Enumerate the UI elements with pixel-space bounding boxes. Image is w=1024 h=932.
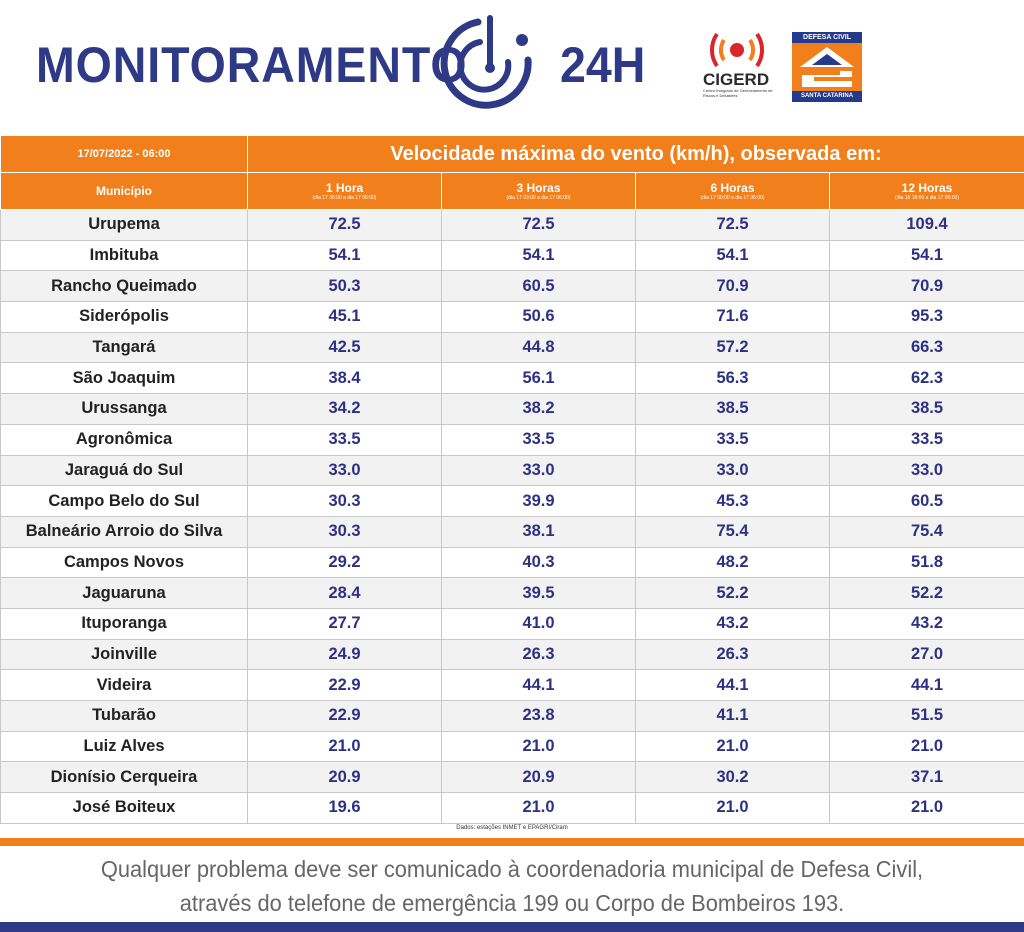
wind-value: 44.1 xyxy=(830,670,1024,701)
wind-value: 33.0 xyxy=(830,455,1024,486)
cigerd-subtitle: Centro Integrado de Gerenciamento de Riscos e Desastres xyxy=(703,88,773,98)
table-row xyxy=(1,670,1024,701)
municipio-name: Videira xyxy=(1,670,248,701)
municipio-name: Balneário Arroio do Silva xyxy=(1,516,248,547)
wind-value: 28.4 xyxy=(248,578,442,609)
defesa-bottom-label: SANTA CATARINA xyxy=(792,91,862,102)
wind-value: 21.0 xyxy=(442,731,636,762)
defesa-emblem-icon xyxy=(792,43,862,91)
municipio-name: Campo Belo do Sul xyxy=(1,486,248,517)
wind-value: 21.0 xyxy=(248,731,442,762)
col-header-12h xyxy=(830,173,1024,210)
wind-value: 50.3 xyxy=(248,271,442,302)
wind-value: 43.2 xyxy=(636,608,830,639)
wind-value: 38.5 xyxy=(830,394,1024,425)
col-sublabel: (dia 17 00:00 a dia 17 06:00) xyxy=(700,194,765,201)
municipio-name: São Joaquim xyxy=(1,363,248,394)
wind-value: 33.0 xyxy=(636,455,830,486)
wind-value: 29.2 xyxy=(248,547,442,578)
wind-value: 38.4 xyxy=(248,363,442,394)
wind-value: 54.1 xyxy=(442,240,636,271)
table-header-columns xyxy=(1,173,1024,210)
table-row xyxy=(1,516,1024,547)
table-row xyxy=(1,363,1024,394)
table-header-top xyxy=(1,136,1024,173)
table-row xyxy=(1,424,1024,455)
wind-value: 33.5 xyxy=(248,424,442,455)
table-row xyxy=(1,793,1024,824)
col-header-1h xyxy=(248,173,442,210)
wind-value: 19.6 xyxy=(248,793,442,824)
col-sublabel: (dia 16 18:00 a dia 17 06:00) xyxy=(895,194,959,201)
wind-value: 20.9 xyxy=(442,762,636,793)
wind-value: 109.4 xyxy=(830,210,1024,241)
wind-value: 20.9 xyxy=(248,762,442,793)
municipio-name: Luiz Alves xyxy=(1,731,248,762)
wind-value: 54.1 xyxy=(248,240,442,271)
wind-value: 33.5 xyxy=(442,424,636,455)
table-row xyxy=(1,486,1024,517)
table-row xyxy=(1,271,1024,302)
wind-value: 56.3 xyxy=(636,363,830,394)
municipio-name: Urupema xyxy=(1,210,248,241)
table-row xyxy=(1,578,1024,609)
wind-value: 54.1 xyxy=(830,240,1024,271)
wind-value: 24.9 xyxy=(248,639,442,670)
wind-value: 70.9 xyxy=(636,271,830,302)
footer-notice xyxy=(26,852,999,920)
municipio-name: Campos Novos xyxy=(1,547,248,578)
table-row xyxy=(1,210,1024,241)
col-label: 1 Hora xyxy=(325,180,364,195)
municipio-header: Município xyxy=(1,173,248,210)
table-row xyxy=(1,608,1024,639)
table-row xyxy=(1,455,1024,486)
report-date: 17/07/2022 - 06:00 xyxy=(1,136,248,173)
data-source: Dados: estações INMET e EPAGRI/Ciram xyxy=(456,825,568,831)
municipio-name: Rancho Queimado xyxy=(1,271,248,302)
wind-value: 33.5 xyxy=(830,424,1024,455)
wind-value: 44.8 xyxy=(442,332,636,363)
wind-value: 40.3 xyxy=(442,547,636,578)
wind-value: 34.2 xyxy=(248,394,442,425)
municipio-name: Jaraguá do Sul xyxy=(1,455,248,486)
wind-value: 30.3 xyxy=(248,516,442,547)
wind-value: 22.9 xyxy=(248,701,442,732)
municipio-name: Joinville xyxy=(1,639,248,670)
wind-value: 56.1 xyxy=(442,363,636,394)
col-header-3h xyxy=(442,173,636,210)
header xyxy=(0,0,1024,135)
table-row xyxy=(1,394,1024,425)
cigerd-name: CIGERD xyxy=(703,70,770,89)
footer-line-1: Qualquer problema deve ser comunicado à coordenadoria municipal de Defesa Civil, xyxy=(100,856,924,882)
bottom-bar xyxy=(0,922,1024,932)
table-row xyxy=(1,639,1024,670)
col-header-6h xyxy=(636,173,830,210)
monitor-logo-icon xyxy=(440,10,540,115)
wind-value: 21.0 xyxy=(442,793,636,824)
wind-value: 43.2 xyxy=(830,608,1024,639)
wind-value: 75.4 xyxy=(830,516,1024,547)
wind-value: 51.8 xyxy=(830,547,1024,578)
wind-value: 45.1 xyxy=(248,302,442,333)
wind-value: 48.2 xyxy=(636,547,830,578)
wind-value: 60.5 xyxy=(442,271,636,302)
wind-value: 21.0 xyxy=(636,793,830,824)
municipio-name: Agronômica xyxy=(1,424,248,455)
wind-value: 30.3 xyxy=(248,486,442,517)
wind-value: 72.5 xyxy=(636,210,830,241)
page-title: MONITORAMENTO xyxy=(36,37,468,93)
wind-value: 95.3 xyxy=(830,302,1024,333)
wind-value: 37.1 xyxy=(830,762,1024,793)
wind-value: 33.5 xyxy=(636,424,830,455)
wind-value: 42.5 xyxy=(248,332,442,363)
wind-value: 33.0 xyxy=(248,455,442,486)
col-sublabel: (dia 17 05:00 a dia 17 06:00) xyxy=(312,194,377,201)
wind-value: 26.3 xyxy=(442,639,636,670)
col-label: 12 Horas xyxy=(901,180,953,195)
footer-line-2: através do telefone de emergência 199 ou Corpo de Bombeiros 193. xyxy=(179,890,845,916)
wind-value: 30.2 xyxy=(636,762,830,793)
municipio-name: Ituporanga xyxy=(1,608,248,639)
wind-value: 38.5 xyxy=(636,394,830,425)
municipio-name: Dionísio Cerqueira xyxy=(1,762,248,793)
municipio-name: Tangará xyxy=(1,332,248,363)
wind-value: 75.4 xyxy=(636,516,830,547)
table-row xyxy=(1,762,1024,793)
wind-value: 60.5 xyxy=(830,486,1024,517)
table-row xyxy=(1,240,1024,271)
wind-table xyxy=(0,135,1024,824)
wind-value: 52.2 xyxy=(636,578,830,609)
wind-value: 44.1 xyxy=(442,670,636,701)
wind-value: 21.0 xyxy=(830,793,1024,824)
wind-value: 45.3 xyxy=(636,486,830,517)
wind-value: 22.9 xyxy=(248,670,442,701)
wind-value: 71.6 xyxy=(636,302,830,333)
wind-value: 33.0 xyxy=(442,455,636,486)
municipio-name: Jaguaruna xyxy=(1,578,248,609)
wind-value: 57.2 xyxy=(636,332,830,363)
wind-value: 39.5 xyxy=(442,578,636,609)
wind-value: 72.5 xyxy=(248,210,442,241)
municipio-name: José Boiteux xyxy=(1,793,248,824)
municipio-name: Tubarão xyxy=(1,701,248,732)
wind-value: 66.3 xyxy=(830,332,1024,363)
wind-value: 51.5 xyxy=(830,701,1024,732)
divider-orange xyxy=(0,838,1024,846)
wind-value: 23.8 xyxy=(442,701,636,732)
wind-value: 72.5 xyxy=(442,210,636,241)
wind-value: 70.9 xyxy=(830,271,1024,302)
municipio-name: Siderópolis xyxy=(1,302,248,333)
wind-value: 50.6 xyxy=(442,302,636,333)
defesa-top-label: DEFESA CIVIL xyxy=(792,32,862,43)
title-suffix: 24H xyxy=(560,37,646,93)
wind-value: 41.0 xyxy=(442,608,636,639)
table-row xyxy=(1,547,1024,578)
table-row xyxy=(1,731,1024,762)
wind-value: 26.3 xyxy=(636,639,830,670)
col-label: 6 Horas xyxy=(710,180,755,195)
table-row xyxy=(1,332,1024,363)
wind-value: 38.1 xyxy=(442,516,636,547)
wind-value: 21.0 xyxy=(830,731,1024,762)
wind-value: 52.2 xyxy=(830,578,1024,609)
wind-value: 44.1 xyxy=(636,670,830,701)
wind-value: 21.0 xyxy=(636,731,830,762)
wind-value: 54.1 xyxy=(636,240,830,271)
wind-value: 39.9 xyxy=(442,486,636,517)
col-label: 3 Horas xyxy=(516,180,561,195)
table-row xyxy=(1,302,1024,333)
wind-value: 27.0 xyxy=(830,639,1024,670)
table-title: Velocidade máxima do vento (km/h), observada em: xyxy=(248,136,1024,173)
table-row xyxy=(1,701,1024,732)
wind-value: 62.3 xyxy=(830,363,1024,394)
municipio-name: Imbituba xyxy=(1,240,248,271)
col-sublabel: (dia 17 03:00 a dia 17 06:00) xyxy=(506,194,571,201)
wind-value: 38.2 xyxy=(442,394,636,425)
defesa-civil-logo xyxy=(792,32,862,102)
wind-value: 27.7 xyxy=(248,608,442,639)
wind-value: 41.1 xyxy=(636,701,830,732)
municipio-name: Urussanga xyxy=(1,394,248,425)
